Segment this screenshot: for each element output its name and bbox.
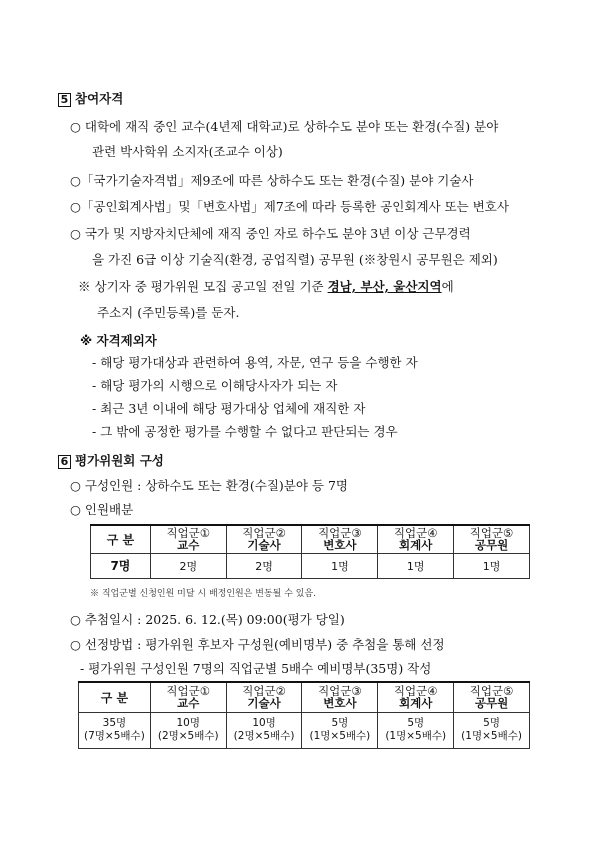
section-title: 평가위원회 구성 — [75, 453, 164, 468]
header-role: 교수 — [177, 696, 200, 711]
header-role: 공무원 — [474, 538, 509, 553]
table-cell — [150, 712, 226, 748]
section-title: 참여자격 — [75, 91, 124, 106]
header-role: 회계사 — [399, 696, 433, 711]
table-cell — [454, 712, 530, 748]
cell-formula: (2명×5배수) — [157, 730, 219, 742]
table-header-cell — [378, 682, 454, 712]
qual-item-text: 국가 및 지방자치단체에 재직 중인 자로 하수도 분야 3년 이상 근무경력 — [84, 226, 471, 241]
table-cell — [302, 712, 378, 748]
roster-table — [78, 681, 530, 749]
table-cell — [378, 712, 454, 748]
bullet-circle: ○ — [70, 199, 81, 214]
table-header-cell — [302, 525, 378, 553]
table-footnote: ※ 직업군별 신청인원 미달 시 배정인원은 변동될 수 있음. — [90, 589, 317, 599]
selection-method-item: ○ 선정방법 : 평가위원 후보자 구성원(예비명부) 중 추첨을 통해 선정 — [70, 637, 445, 652]
header-group: 직업군⑤ — [469, 526, 514, 541]
allocation-table — [90, 524, 530, 579]
table-header-cell — [302, 682, 378, 712]
exclusion-item: - 그 밖에 공정한 평가를 수행할 수 없다고 판단되는 경우 — [92, 424, 398, 439]
header-role: 교수 — [177, 538, 200, 553]
composition-item: ○ 구성인원 : 상하수도 또는 환경(수질)분야 등 7명 — [70, 478, 348, 493]
header-group: 직업군⑤ — [469, 684, 514, 699]
cell-count: 5명 — [331, 717, 349, 729]
section-number-box: 6 — [58, 455, 71, 469]
section-6-heading — [58, 451, 164, 469]
qual-item-text: 「공인회계사법」및「변호사법」제7조에 따라 등록한 공인회계사 또는 변호사 — [80, 199, 509, 214]
header-role: 변호사 — [323, 538, 357, 553]
table-cell — [226, 712, 302, 748]
cell-count: 10명 — [176, 717, 200, 729]
qual-item-1 — [70, 117, 498, 135]
bullet-circle: ○ — [70, 119, 81, 134]
qual-item-text: 대학에 재직 중인 교수(4년제 대학교)로 상하수도 분야 또는 환경(수질) 분야 — [84, 119, 499, 134]
table-header-row — [79, 682, 530, 712]
cell-count: 5명 — [483, 717, 500, 729]
cell-formula: (1명×5배수) — [461, 730, 522, 742]
header-group: 직업군③ — [318, 526, 362, 541]
region-highlight: 경남, 부산, 울산지역 — [327, 279, 442, 294]
header-role: 기술사 — [247, 696, 281, 711]
header-group: 직업군① — [166, 684, 211, 699]
section-number-box: 5 — [58, 93, 71, 107]
table-corner-cell: 구 분 — [91, 525, 151, 553]
table-cell: 1명 — [378, 553, 454, 578]
roster-item: - 평가위원 구성인원 7명의 직업군별 5배수 예비명부(35명) 작성 — [80, 661, 432, 676]
bullet-circle: ○ — [70, 226, 81, 241]
table-header-cell — [454, 525, 530, 553]
table-cell: 1명 — [454, 553, 530, 578]
table-cell: 2명 — [226, 553, 302, 578]
exclusion-item: - 최근 3년 이내에 해당 평가대상 업체에 재직한 자 — [92, 401, 366, 416]
cell-formula: (2명×5배수) — [233, 730, 295, 742]
table-header-cell — [150, 525, 226, 553]
table-header-cell — [226, 682, 302, 712]
bullet-circle: ○ — [70, 173, 81, 188]
header-group: 직업군④ — [393, 684, 438, 699]
header-role: 회계사 — [399, 538, 433, 553]
cell-formula: (1명×5배수) — [385, 730, 447, 742]
exclusion-item: - 해당 평가대상과 관련하여 용역, 자문, 연구 등을 수행한 자 — [92, 355, 418, 370]
exclusion-item: - 해당 평가의 시행으로 이해당사자가 되는 자 — [92, 378, 338, 393]
note-text: 상기자 중 평가위원 모집 공고일 전일 기준 — [94, 279, 328, 294]
table-row-label — [79, 712, 151, 748]
table-corner-cell: 구 분 — [79, 682, 151, 712]
qual-item-1-cont: 관련 박사학위 소지자(조교수 이상) — [92, 144, 283, 159]
table-header-cell — [378, 525, 454, 553]
table-header-row — [91, 525, 530, 553]
qual-item-3 — [70, 197, 509, 215]
note-mark: ※ — [78, 279, 91, 294]
cell-formula: (7명×5배수) — [84, 730, 145, 742]
table-row — [79, 712, 530, 748]
qual-item-2 — [70, 171, 474, 189]
header-role: 변호사 — [323, 696, 357, 711]
region-note — [78, 277, 454, 295]
table-cell: 2명 — [150, 553, 226, 578]
region-note-cont: 주소지 (주민등록)를 둔자. — [97, 305, 240, 320]
draw-date-item: ○ 추첨일시 : 2025. 6. 12.(목) 09:00(평가 당일) — [70, 612, 345, 627]
header-role: 공무원 — [474, 696, 509, 711]
header-role: 기술사 — [247, 538, 281, 553]
table-row-label: 7명 — [91, 553, 151, 578]
header-group: 직업군④ — [393, 526, 438, 541]
header-group: 직업군① — [166, 526, 211, 541]
section-5-heading — [58, 89, 123, 107]
allocation-item: ○ 인원배분 — [70, 502, 134, 517]
cell-formula: (1명×5배수) — [309, 730, 371, 742]
qual-item-text: 「국가기술자격법」제9조에 따른 상하수도 또는 환경(수질) 분야 기술사 — [80, 173, 474, 188]
qual-item-4-cont: 을 가진 6급 이상 기술직(환경, 공업직렬) 공무원 (※창원시 공무원은 제외) — [92, 252, 498, 267]
cell-count: 10명 — [252, 717, 276, 729]
header-group: 직업군② — [242, 684, 286, 699]
table-header-cell — [226, 525, 302, 553]
cell-count: 5명 — [407, 717, 425, 729]
table-header-cell — [150, 682, 226, 712]
note-text-end: 에 — [441, 279, 454, 294]
qual-item-4 — [70, 224, 471, 242]
header-group: 직업군③ — [318, 684, 362, 699]
table-header-cell — [454, 682, 530, 712]
table-cell: 1명 — [302, 553, 378, 578]
cell-count: 35명 — [102, 717, 127, 729]
exclusion-heading: ※ 자격제외자 — [80, 333, 157, 348]
header-group: 직업군② — [242, 526, 286, 541]
table-row — [91, 553, 530, 578]
